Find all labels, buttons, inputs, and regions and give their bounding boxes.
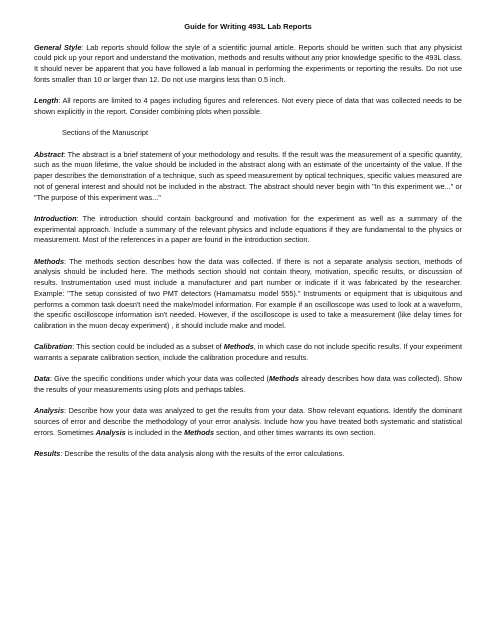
data-heading: Data	[34, 374, 50, 384]
calibration-paragraph	[34, 342, 462, 363]
length-paragraph	[34, 96, 462, 117]
general-style-text: : Lab reports should follow the style of a scientific journal article. Reports should be written such that any physicist could pick up your report and understand the motivation, methods and results without any prior knowledge specific to the 493L class. It should never be apparent that you have followed a lab manual in performing the experiments or reporting the results. Do not use fonts smaller than 10 or larger than 12. Do not use margins less than 0.5 inch.	[34, 42, 462, 84]
analysis-text-a: : Describe how your data was analyzed to get the results from your data. Show relevant equations. Identify the dominant sources of error and describe the methodology of your error analysis. Include how you have treated both systematic and statistical errors. Sometimes	[34, 406, 462, 437]
sections-heading: Sections of the Manuscript	[62, 128, 148, 138]
results-heading: Results	[34, 449, 61, 459]
methods-text: : The methods section describes how the data was collected. If there is not a separate analysis section, methods of analysis should be included here. The methods section should not contain theory, motivation, specific results, or discussion of results. Instrumentation used must include a manufacturer and part number or indicate if it was fabricated by the researcher. Example: "The setup consisted of two PMT detectors (Hamamatsu model 555)." Instruments or equipment that is ubiquitous and performs a common task doesn't need the make/model information. For example if an oscilloscope was used to look at a waveform, the specific oscilloscope information isn't needed. However, if the oscilloscope is used to take a measurement (like delay times for calibration in the muon decay experiment) , it should include make and model.	[34, 256, 462, 330]
results-text: : Describe the results of the data analysis along with the results of the error calculations.	[60, 449, 345, 459]
calibration-text-b: , in which case do not include specific results. If your experiment warrants a separate calibration section, include the calibration procedure and results.	[34, 342, 462, 362]
analysis-methods-word: Methods	[184, 427, 215, 437]
introduction-text: : The introduction should contain background and motivation for the experiment as well as a summary of the experimental approach. Include a summary of the relevant physics and include equations if they are fundamental to the physics or measurement. Most of the references in a paper are found in the introduction section.	[34, 213, 462, 245]
analysis-analysis-word: Analysis	[95, 427, 126, 437]
methods-heading: Methods	[34, 256, 64, 266]
analysis-text-b: is included in the	[125, 427, 185, 437]
abstract-text: : The abstract is a brief statement of your methodology and results. If the result was the measurement of a specific quantity, such as the muon lifetime, the value should be included in the abstract along with an estimate of the uncertainty of the value. If the paper describes the demonstration of a technique, such as speed measurement by optical techniques, specific values measured are not of general interest and should not be included in the abstract. The abstract should never begin with "In this experiment we..." or "The purpose of this experiment was..."	[34, 149, 462, 202]
methods-paragraph	[34, 257, 462, 332]
analysis-paragraph	[34, 406, 462, 438]
analysis-heading: Analysis	[34, 406, 65, 416]
results-paragraph	[34, 449, 462, 460]
length-heading: Length	[34, 96, 59, 106]
introduction-heading: Introduction	[34, 213, 77, 223]
data-methods-word: Methods	[268, 374, 299, 384]
calibration-text-a: : This section could be included as a subset of	[72, 342, 224, 352]
calibration-methods-word: Methods	[223, 342, 254, 352]
calibration-heading: Calibration	[34, 342, 73, 352]
data-text-b: already describes how data was collected). Show the results of your measurements using plots and perhaps tables.	[34, 374, 462, 395]
data-paragraph	[34, 374, 462, 395]
document-title: Guide for Writing 493L Lab Reports	[184, 22, 312, 31]
analysis-text-c: section, and other times warrants its own section.	[214, 427, 376, 437]
introduction-paragraph	[34, 214, 462, 246]
general-style-paragraph	[34, 43, 462, 86]
data-text-a: : Give the specific conditions under which your data was collected (	[49, 374, 269, 384]
abstract-heading: Abstract	[34, 149, 64, 159]
document-page	[34, 22, 462, 471]
abstract-paragraph	[34, 150, 462, 204]
general-style-heading: General Style	[34, 42, 82, 52]
length-text: : All reports are limited to 4 pages including figures and references. Not every piece of data that was collected needs to be shown explicitly in the report. Consider combining plots when possible.	[34, 96, 462, 116]
